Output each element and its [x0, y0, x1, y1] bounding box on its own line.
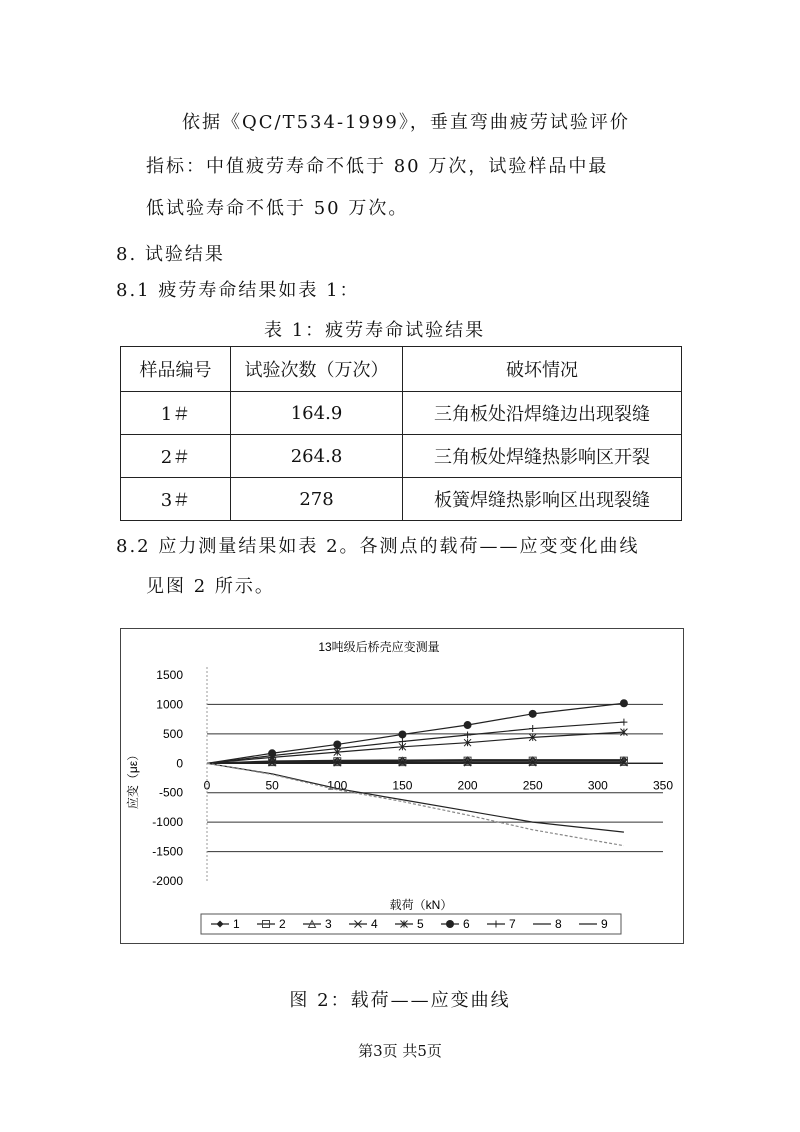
table-cell: 1＃: [121, 392, 231, 435]
x-tick-label: 350: [652, 778, 674, 793]
x-tick-label: 200: [457, 778, 478, 793]
y-tick-label: 0: [176, 756, 183, 771]
table-cell: 264.8: [231, 435, 403, 478]
data-point: [464, 732, 471, 739]
data-point: [620, 719, 627, 726]
data-point: [446, 920, 454, 928]
legend-label: 4: [371, 917, 378, 931]
y-tick-label: -1000: [152, 815, 183, 830]
table-header-cell: 破坏情况: [403, 347, 682, 392]
table-cell: 三角板处沿焊缝边出现裂缝: [403, 392, 682, 435]
y-tick-label: 500: [162, 726, 183, 741]
section-heading-8-1: 8.1 疲劳寿命结果如表 1：: [116, 280, 360, 301]
legend-label: 5: [417, 917, 424, 931]
x-tick-label: 150: [392, 778, 413, 793]
series-9: [207, 763, 624, 845]
legend-label: 1: [233, 917, 240, 931]
paragraph-criteria-line1: 依据《QC/T534-1999》，垂直弯曲疲劳试验评价: [182, 112, 630, 133]
paragraph-criteria-line3: 低试验寿命不低于 50 万次。: [146, 198, 409, 219]
legend-label: 6: [463, 917, 470, 931]
data-point: [398, 730, 406, 738]
section-heading-8: 8. 试验结果: [116, 244, 225, 265]
series-6: [207, 699, 628, 763]
table-cell: 278: [231, 478, 403, 521]
table-cell: 3＃: [121, 478, 231, 521]
x-tick-label: 100: [327, 778, 348, 793]
load-strain-chart: [120, 628, 684, 944]
data-point: [529, 725, 536, 732]
data-point: [620, 699, 628, 707]
section-heading-8-2-line2: 见图 2 所示。: [146, 576, 275, 597]
legend-label: 7: [509, 917, 516, 931]
legend-label: 3: [325, 917, 332, 931]
data-point: [217, 921, 224, 928]
table-header-cell: 样品编号: [121, 347, 231, 392]
table-cell: 2＃: [121, 435, 231, 478]
table-cell: 164.9: [231, 392, 403, 435]
table-cell: 板簧焊缝热影响区出现裂缝: [403, 478, 682, 521]
series-line: [207, 732, 624, 763]
data-point: [493, 921, 500, 928]
figure-caption: 图 2：载荷——应变曲线: [289, 990, 511, 1011]
x-axis-label: 载荷（kN）: [389, 898, 453, 912]
fatigue-result-table: [120, 346, 682, 521]
chart-svg: [121, 629, 683, 943]
table-caption: 表 1：疲劳寿命试验结果: [264, 320, 486, 341]
series-line: [207, 763, 624, 845]
x-tick-label: 0: [203, 778, 211, 793]
section-heading-8-2-line1: 8.2 应力测量结果如表 2。各测点的载荷——应变变化曲线: [116, 536, 640, 557]
data-point: [464, 721, 472, 729]
y-tick-label: 1000: [156, 697, 183, 712]
y-tick-label: 1500: [156, 668, 183, 682]
table-row: [121, 435, 682, 478]
y-tick-label: -2000: [152, 874, 183, 888]
chart-title: 13吨级后桥壳应变测量: [318, 640, 440, 654]
y-tick-label: -1500: [152, 844, 183, 859]
table-row: [121, 392, 682, 435]
legend-label: 8: [555, 917, 562, 931]
paragraph-criteria-line2: 指标：中值疲劳寿命不低于 80 万次，试验样品中最: [146, 156, 609, 177]
x-tick-label: 250: [522, 778, 543, 793]
legend-label: 9: [601, 917, 608, 931]
legend-label: 2: [279, 917, 286, 931]
x-tick-label: 50: [265, 778, 279, 793]
y-axis-label: 应变（με）: [126, 748, 140, 810]
table-header-row: [121, 347, 682, 392]
page-footer: 第3页 共5页: [358, 1042, 442, 1060]
x-tick-label: 300: [587, 778, 608, 793]
table-cell: 三角板处焊缝热影响区开裂: [403, 435, 682, 478]
y-tick-label: -500: [158, 785, 183, 800]
series-line: [207, 763, 624, 764]
table-header-cell: 试验次数（万次）: [231, 347, 403, 392]
table-row: [121, 478, 682, 521]
data-point: [529, 710, 537, 718]
